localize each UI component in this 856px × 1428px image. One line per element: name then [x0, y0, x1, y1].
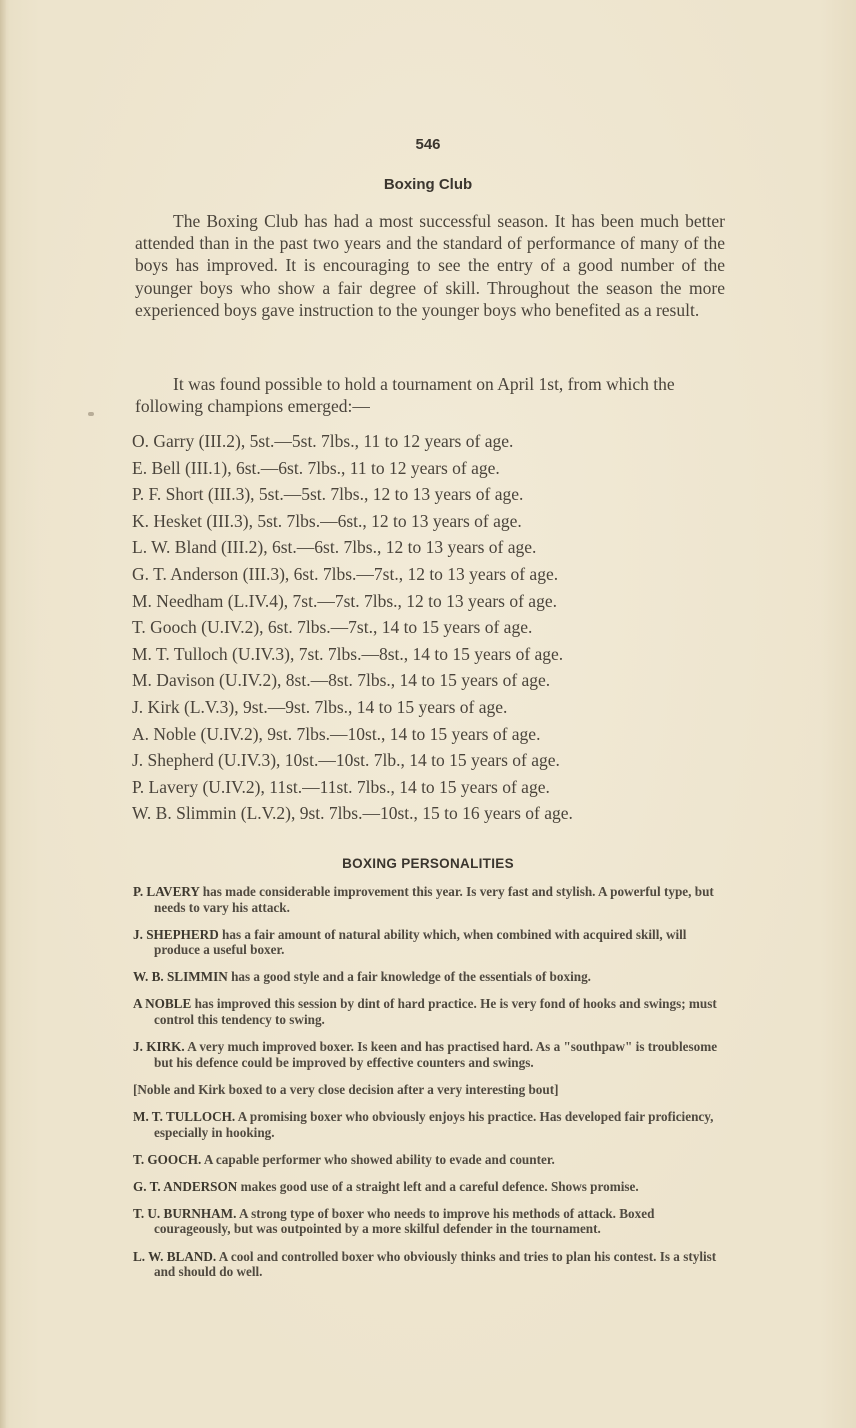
tournament-paragraph: It was found possible to hold a tournament on April 1st, from which the following champions emerged:— — [135, 374, 675, 417]
personality-name: W. B. SLIMMIN — [133, 969, 228, 985]
personality-name: L. W. BLAND. — [133, 1248, 217, 1264]
champion-entry: G. T. Anderson (III.3), 6st. 7lbs.—7st., 12 to 13 years of age. — [132, 563, 559, 584]
personality-name: J. SHEPHERD — [133, 926, 219, 942]
page-fold-shadow — [0, 0, 6, 1428]
champion-entry: P. F. Short (III.3), 5st.—5st. 7lbs., 12 to 13 years of age. — [132, 484, 524, 505]
champion-entry: A. Noble (U.IV.2), 9st. 7lbs.—10st., 14 to 15 years of age. — [132, 723, 541, 744]
personality-text: A cool and controlled boxer who obviously thinks and tries to plan his contest. Is a stylist and should do well. — [154, 1248, 717, 1280]
champion-entry: O. Garry (III.2), 5st.—5st. 7lbs., 11 to 12 years of age. — [132, 431, 514, 451]
champions-list — [132, 428, 573, 827]
section-title: Boxing Club — [383, 176, 473, 193]
champion-entry: K. Hesket (III.3), 5st. 7lbs.—6st., 12 to 13 years of age. — [132, 510, 522, 531]
champion-entry: J. Kirk (L.V.3), 9st.—9st. 7lbs., 14 to 15 years of age. — [132, 696, 508, 717]
personality-text: has made considerable improvement this year. Is very fast and stylish. A powerful type, but needs to vary his attack. — [154, 884, 714, 915]
personality-text: A capable performer who showed ability to evade and counter. — [201, 1151, 555, 1167]
intro-paragraph: The Boxing Club has had a most successful season. It has been much better attended than in the past two years and the standard of performance of many of the boys has improved. It is encouraging to see the entry of a good number of the younger boys who show a fair degree of skill. Throughout the season the more experienced boys gave instruction to the younger boys who benefited as a result. — [135, 211, 725, 320]
personality-name: G. T. ANDERSON — [133, 1178, 238, 1194]
champion-entry: E. Bell (III.1), 6st.—6st. 7lbs., 11 to 12 years of age. — [132, 457, 500, 478]
champion-entry: M. T. Tulloch (U.IV.3), 7st. 7lbs.—8st., 14 to 15 years of age. — [132, 643, 564, 664]
personalities-list — [133, 884, 733, 1291]
personality-entry — [133, 996, 733, 1027]
champion-entry: M. Needham (L.IV.4), 7st.—7st. 7lbs., 12 to 13 years of age. — [132, 590, 557, 611]
bout-note-text: [Noble and Kirk boxed to a very close decision after a very interesting bout] — [133, 1081, 559, 1097]
personality-text: A promising boxer who obviously enjoys his practice. Has developed fair proficiency, especially in hooking. — [154, 1108, 714, 1140]
personality-name: J. KIRK. — [133, 1039, 185, 1055]
personality-entry — [133, 1152, 733, 1168]
personality-text: A strong type of boxer who needs to improve his methods of attack. Boxed courageously, but was outpointed by a more skilful defender in the tournament. — [154, 1205, 655, 1237]
champion-entry: J. Shepherd (U.IV.3), 10st.—10st. 7lb., 14 to 15 years of age. — [132, 750, 560, 771]
personality-entry — [133, 1179, 733, 1195]
personality-entry — [133, 884, 733, 915]
personality-text: A very much improved boxer. Is keen and has practised hard. As a "southpaw" is troublesome but his defence could be improved by effective counters and swings. — [154, 1039, 718, 1070]
personality-entry — [133, 1109, 733, 1140]
personalities-title: BOXING PERSONALITIES — [342, 856, 514, 871]
personality-name: T. GOOCH. — [133, 1151, 202, 1167]
champion-entry: P. Lavery (U.IV.2), 11st.—11st. 7lbs., 14 to 15 years of age. — [132, 776, 550, 797]
personality-text: has a fair amount of natural ability which, when combined with acquired skill, will produce a useful boxer. — [154, 926, 687, 958]
champion-entry: L. W. Bland (III.2), 6st.—6st. 7lbs., 12 to 13 years of age. — [132, 537, 537, 558]
paper-mark — [88, 412, 94, 416]
bout-note — [133, 1082, 733, 1098]
personality-text: makes good use of a straight left and a careful defence. Shows promise. — [237, 1178, 639, 1194]
page-number: 546 — [415, 136, 441, 153]
personality-entry — [133, 1039, 733, 1070]
personality-entry — [133, 927, 733, 958]
personality-name: T. U. BURNHAM. — [133, 1205, 237, 1221]
personality-name: M. T. TULLOCH. — [133, 1108, 236, 1124]
champion-entry: M. Davison (U.IV.2), 8st.—8st. 7lbs., 14 to 15 years of age. — [132, 670, 551, 691]
personality-entry — [133, 1206, 733, 1237]
champion-entry: T. Gooch (U.IV.2), 6st. 7lbs.—7st., 14 to 15 years of age. — [132, 617, 533, 638]
personality-entry — [133, 969, 733, 985]
personality-entry — [133, 1249, 733, 1280]
personality-text: has improved this session by dint of hard practice. He is very fond of hooks and swings; must control this tendency to swing. — [154, 996, 717, 1028]
personality-name: A NOBLE — [133, 996, 192, 1012]
personality-name: P. LAVERY — [133, 884, 200, 899]
personality-text: has a good style and a fair knowledge of the essentials of boxing. — [227, 969, 591, 985]
champion-entry: W. B. Slimmin (L.V.2), 9st. 7lbs.—10st., 15 to 16 years of age. — [132, 803, 573, 824]
